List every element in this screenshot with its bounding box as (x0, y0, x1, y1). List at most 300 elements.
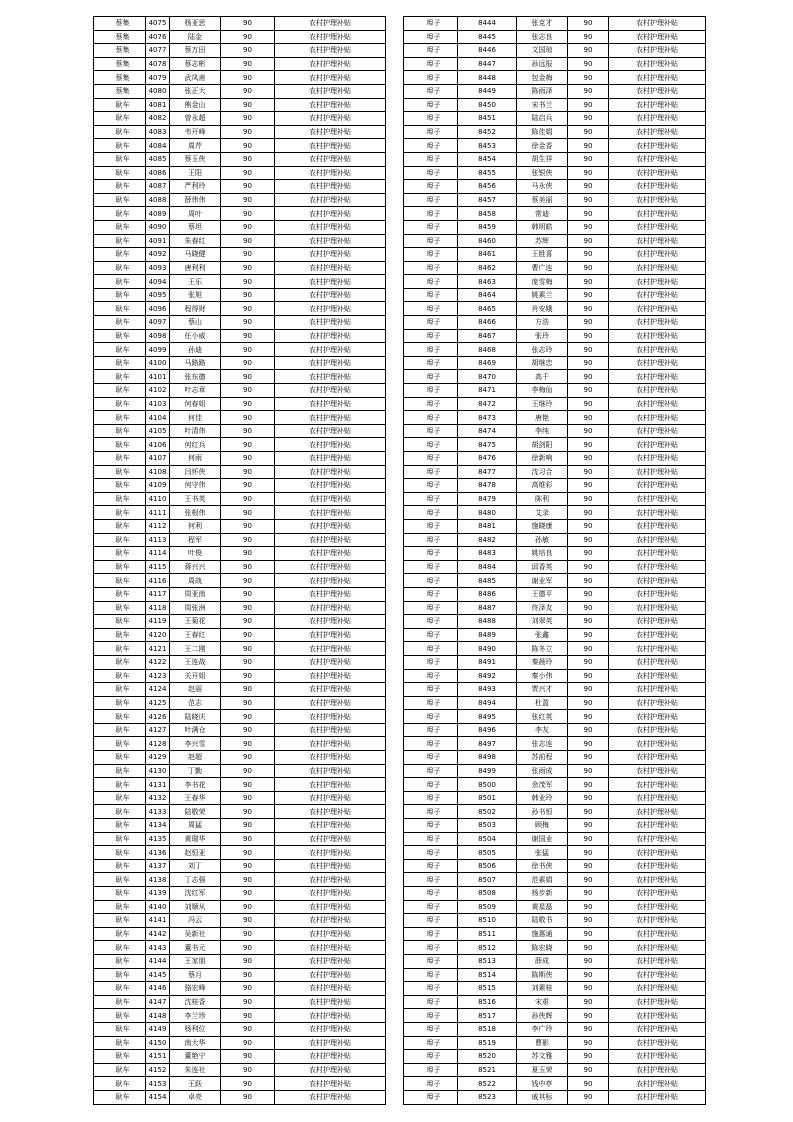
type-cell: 农村护理补贴 (609, 370, 706, 384)
amount-cell: 90 (221, 139, 275, 153)
type-cell: 农村护理补贴 (275, 982, 386, 996)
table-row (94, 519, 386, 533)
name-cell: 黄瑞华 (170, 832, 221, 846)
name-cell: 肖安娥 (517, 302, 568, 316)
table-row (94, 193, 386, 207)
id-cell: 4127 (146, 723, 170, 737)
town-cell: 耿车 (94, 900, 146, 914)
town-cell: 耿车 (94, 220, 146, 234)
table-row (404, 914, 706, 928)
name-cell: 王菊花 (170, 615, 221, 629)
id-cell: 8523 (458, 1090, 517, 1104)
amount-cell: 90 (221, 1036, 275, 1050)
town-cell: 耿车 (94, 234, 146, 248)
town-cell: 埠子 (404, 832, 458, 846)
name-cell: 朱连社 (170, 1063, 221, 1077)
table-row (404, 737, 706, 751)
table-row (94, 465, 386, 479)
name-cell: 薛成 (517, 954, 568, 968)
name-cell: 韩业玲 (517, 791, 568, 805)
town-cell: 蔡集 (94, 84, 146, 98)
table-row (94, 778, 386, 792)
amount-cell: 90 (568, 859, 609, 873)
type-cell: 农村护理补贴 (275, 995, 386, 1009)
table-row (94, 84, 386, 98)
table-row (94, 642, 386, 656)
id-cell: 4132 (146, 791, 170, 805)
type-cell: 农村护理补贴 (609, 1036, 706, 1050)
name-cell: 艾录 (517, 506, 568, 520)
id-cell: 4136 (146, 846, 170, 860)
town-cell: 耿车 (94, 479, 146, 493)
amount-cell: 90 (568, 723, 609, 737)
amount-cell: 90 (568, 329, 609, 343)
name-cell: 叶志章 (170, 384, 221, 398)
amount-cell: 90 (221, 723, 275, 737)
type-cell: 农村护理补贴 (275, 655, 386, 669)
amount-cell: 90 (568, 628, 609, 642)
town-cell: 耿车 (94, 98, 146, 112)
table-row (94, 492, 386, 506)
town-cell: 耿车 (94, 166, 146, 180)
amount-cell: 90 (221, 316, 275, 330)
amount-cell: 90 (221, 452, 275, 466)
type-cell: 农村护理补贴 (609, 574, 706, 588)
name-cell: 蔡坦 (170, 220, 221, 234)
name-cell: 苏前程 (517, 751, 568, 765)
name-cell: 邱香英 (517, 560, 568, 574)
town-cell: 埠子 (404, 1050, 458, 1064)
id-cell: 8485 (458, 574, 517, 588)
table-row (94, 166, 386, 180)
table-row (404, 44, 706, 58)
amount-cell: 90 (568, 44, 609, 58)
table-row (94, 302, 386, 316)
id-cell: 8463 (458, 275, 517, 289)
town-cell: 埠子 (404, 642, 458, 656)
name-cell: 张东德 (170, 370, 221, 384)
type-cell: 农村护理补贴 (275, 832, 386, 846)
type-cell: 农村护理补贴 (609, 71, 706, 85)
name-cell: 王德平 (517, 587, 568, 601)
town-cell: 埠子 (404, 316, 458, 330)
table-row (404, 302, 706, 316)
town-cell: 埠子 (404, 710, 458, 724)
town-cell: 埠子 (404, 125, 458, 139)
type-cell: 农村护理补贴 (609, 84, 706, 98)
amount-cell: 90 (568, 288, 609, 302)
amount-cell: 90 (568, 112, 609, 126)
name-cell: 庞雪梅 (517, 275, 568, 289)
table-row (94, 954, 386, 968)
id-cell: 8518 (458, 1022, 517, 1036)
name-cell: 陈佳娟 (517, 125, 568, 139)
name-cell: 张志玲 (517, 343, 568, 357)
amount-cell: 90 (568, 506, 609, 520)
id-cell: 4106 (146, 438, 170, 452)
id-cell: 8478 (458, 479, 517, 493)
amount-cell: 90 (568, 846, 609, 860)
id-cell: 8450 (458, 98, 517, 112)
id-cell: 4126 (146, 710, 170, 724)
table-row (94, 356, 386, 370)
table-row (94, 941, 386, 955)
name-cell: 吴新社 (170, 927, 221, 941)
name-cell: 陈利 (517, 492, 568, 506)
id-cell: 4081 (146, 98, 170, 112)
id-cell: 4139 (146, 887, 170, 901)
type-cell: 农村护理补贴 (275, 411, 386, 425)
type-cell: 农村护理补贴 (609, 601, 706, 615)
amount-cell: 90 (568, 954, 609, 968)
town-cell: 耿车 (94, 587, 146, 601)
type-cell: 农村护理补贴 (609, 424, 706, 438)
amount-cell: 90 (221, 737, 275, 751)
name-cell: 陈宏晓 (517, 941, 568, 955)
amount-cell: 90 (568, 424, 609, 438)
type-cell: 农村护理补贴 (275, 275, 386, 289)
type-cell: 农村护理补贴 (609, 683, 706, 697)
name-cell: 严利玲 (170, 180, 221, 194)
type-cell: 农村护理补贴 (609, 873, 706, 887)
table-row (94, 587, 386, 601)
town-cell: 耿车 (94, 397, 146, 411)
id-cell: 8468 (458, 343, 517, 357)
table-row (404, 873, 706, 887)
type-cell: 农村护理补贴 (275, 628, 386, 642)
id-cell: 4137 (146, 859, 170, 873)
id-cell: 4125 (146, 696, 170, 710)
town-cell: 耿车 (94, 370, 146, 384)
town-cell: 耿车 (94, 519, 146, 533)
name-cell: 王阳 (170, 166, 221, 180)
town-cell: 耿车 (94, 424, 146, 438)
name-cell: 包金梅 (517, 71, 568, 85)
table-row (94, 152, 386, 166)
id-cell: 8467 (458, 329, 517, 343)
id-cell: 8500 (458, 778, 517, 792)
town-cell: 埠子 (404, 207, 458, 221)
table-row (404, 968, 706, 982)
name-cell: 孙远报 (517, 57, 568, 71)
table-row (404, 207, 706, 221)
town-cell: 耿车 (94, 628, 146, 642)
name-cell: 王乐 (170, 275, 221, 289)
type-cell: 农村护理补贴 (275, 547, 386, 561)
amount-cell: 90 (568, 98, 609, 112)
town-cell: 耿车 (94, 152, 146, 166)
id-cell: 4117 (146, 587, 170, 601)
id-cell: 4129 (146, 751, 170, 765)
town-cell: 埠子 (404, 397, 458, 411)
type-cell: 农村护理补贴 (609, 519, 706, 533)
amount-cell: 90 (221, 819, 275, 833)
id-cell: 4088 (146, 193, 170, 207)
amount-cell: 90 (568, 302, 609, 316)
type-cell: 农村护理补贴 (275, 1050, 386, 1064)
table-row (94, 384, 386, 398)
id-cell: 4096 (146, 302, 170, 316)
type-cell: 农村护理补贴 (609, 112, 706, 126)
town-cell: 耿车 (94, 655, 146, 669)
type-cell: 农村护理补贴 (609, 710, 706, 724)
amount-cell: 90 (221, 859, 275, 873)
table-row (94, 615, 386, 629)
table-row (94, 1050, 386, 1064)
id-cell: 4080 (146, 84, 170, 98)
town-cell: 耿车 (94, 261, 146, 275)
table-row (404, 411, 706, 425)
type-cell: 农村护理补贴 (609, 737, 706, 751)
table-row (404, 370, 706, 384)
amount-cell: 90 (568, 1090, 609, 1104)
table-row (404, 84, 706, 98)
amount-cell: 90 (221, 560, 275, 574)
id-cell: 4086 (146, 166, 170, 180)
type-cell: 农村护理补贴 (275, 424, 386, 438)
town-cell: 埠子 (404, 452, 458, 466)
amount-cell: 90 (221, 261, 275, 275)
table-row (94, 846, 386, 860)
town-cell: 埠子 (404, 914, 458, 928)
town-cell: 埠子 (404, 1009, 458, 1023)
name-cell: 蔡山 (170, 316, 221, 330)
id-cell: 4094 (146, 275, 170, 289)
id-cell: 8464 (458, 288, 517, 302)
id-cell: 8459 (458, 220, 517, 234)
amount-cell: 90 (221, 125, 275, 139)
type-cell: 农村护理补贴 (609, 30, 706, 44)
id-cell: 8483 (458, 547, 517, 561)
name-cell: 姚素兰 (517, 288, 568, 302)
id-cell: 8454 (458, 152, 517, 166)
name-cell: 李友 (517, 723, 568, 737)
town-cell: 耿车 (94, 846, 146, 860)
town-cell: 耿车 (94, 642, 146, 656)
town-cell: 埠子 (404, 98, 458, 112)
town-cell: 埠子 (404, 683, 458, 697)
table-row (404, 859, 706, 873)
town-cell: 埠子 (404, 1063, 458, 1077)
amount-cell: 90 (568, 193, 609, 207)
amount-cell: 90 (221, 234, 275, 248)
type-cell: 农村护理补贴 (275, 968, 386, 982)
type-cell: 农村护理补贴 (275, 98, 386, 112)
table-row (94, 1009, 386, 1023)
name-cell: 贾兴才 (517, 683, 568, 697)
town-cell: 耿车 (94, 193, 146, 207)
table-row (404, 846, 706, 860)
id-cell: 4145 (146, 968, 170, 982)
id-cell: 8473 (458, 411, 517, 425)
name-cell: 谢国业 (517, 832, 568, 846)
name-cell: 叶清伟 (170, 424, 221, 438)
table-row (404, 642, 706, 656)
table-row (94, 805, 386, 819)
id-cell: 4097 (146, 316, 170, 330)
table-row (94, 533, 386, 547)
type-cell: 农村护理补贴 (275, 669, 386, 683)
amount-cell: 90 (568, 397, 609, 411)
amount-cell: 90 (221, 547, 275, 561)
table-row (404, 492, 706, 506)
table-row (94, 982, 386, 996)
table-row (94, 900, 386, 914)
table-row (94, 737, 386, 751)
town-cell: 埠子 (404, 384, 458, 398)
amount-cell: 90 (568, 873, 609, 887)
name-cell: 王跃 (170, 1077, 221, 1091)
name-cell: 赵超 (170, 751, 221, 765)
amount-cell: 90 (568, 1009, 609, 1023)
name-cell: 余茂军 (517, 778, 568, 792)
table-row (94, 397, 386, 411)
id-cell: 8503 (458, 819, 517, 833)
table-row (94, 1036, 386, 1050)
id-cell: 8509 (458, 900, 517, 914)
id-cell: 4118 (146, 601, 170, 615)
town-cell: 埠子 (404, 1090, 458, 1104)
town-cell: 埠子 (404, 220, 458, 234)
type-cell: 农村护理补贴 (275, 615, 386, 629)
id-cell: 4122 (146, 655, 170, 669)
town-cell: 耿车 (94, 968, 146, 982)
town-cell: 耿车 (94, 125, 146, 139)
table-row (94, 316, 386, 330)
id-cell: 8488 (458, 615, 517, 629)
amount-cell: 90 (568, 900, 609, 914)
amount-cell: 90 (568, 438, 609, 452)
type-cell: 农村护理补贴 (275, 941, 386, 955)
type-cell: 农村护理补贴 (275, 356, 386, 370)
type-cell: 农村护理补贴 (609, 57, 706, 71)
town-cell: 耿车 (94, 574, 146, 588)
name-cell: 陆晓庆 (170, 710, 221, 724)
type-cell: 农村护理补贴 (609, 207, 706, 221)
table-row (94, 411, 386, 425)
type-cell: 农村护理补贴 (275, 193, 386, 207)
table-row (94, 914, 386, 928)
town-cell: 埠子 (404, 84, 458, 98)
type-cell: 农村护理补贴 (275, 125, 386, 139)
name-cell: 沈红军 (170, 887, 221, 901)
table-row (94, 873, 386, 887)
name-cell: 苏辉 (517, 234, 568, 248)
type-cell: 农村护理补贴 (609, 166, 706, 180)
table-row (404, 805, 706, 819)
name-cell: 徐书侠 (517, 859, 568, 873)
name-cell: 叶满仓 (170, 723, 221, 737)
table-row (404, 1036, 706, 1050)
type-cell: 农村护理补贴 (275, 1009, 386, 1023)
type-cell: 农村护理补贴 (609, 587, 706, 601)
id-cell: 4120 (146, 628, 170, 642)
id-cell: 8465 (458, 302, 517, 316)
table-row (94, 1077, 386, 1091)
amount-cell: 90 (221, 479, 275, 493)
right-roster-body (404, 17, 706, 1105)
town-cell: 埠子 (404, 288, 458, 302)
table-row (94, 968, 386, 982)
table-row (404, 71, 706, 85)
town-cell: 耿车 (94, 723, 146, 737)
id-cell: 4107 (146, 452, 170, 466)
amount-cell: 90 (221, 683, 275, 697)
id-cell: 4101 (146, 370, 170, 384)
table-row (94, 547, 386, 561)
town-cell: 耿车 (94, 791, 146, 805)
table-row (404, 832, 706, 846)
amount-cell: 90 (221, 519, 275, 533)
id-cell: 4128 (146, 737, 170, 751)
table-row (94, 180, 386, 194)
table-row (404, 384, 706, 398)
type-cell: 农村护理补贴 (275, 914, 386, 928)
amount-cell: 90 (568, 791, 609, 805)
name-cell: 张红英 (517, 710, 568, 724)
type-cell: 农村护理补贴 (275, 180, 386, 194)
id-cell: 8462 (458, 261, 517, 275)
id-cell: 8496 (458, 723, 517, 737)
table-row (94, 710, 386, 724)
name-cell: 陆金 (170, 30, 221, 44)
id-cell: 8493 (458, 683, 517, 697)
type-cell: 农村护理补贴 (275, 723, 386, 737)
id-cell: 4130 (146, 764, 170, 778)
id-cell: 4092 (146, 248, 170, 262)
town-cell: 埠子 (404, 669, 458, 683)
type-cell: 农村护理补贴 (609, 887, 706, 901)
town-cell: 耿车 (94, 601, 146, 615)
table-row (404, 1063, 706, 1077)
amount-cell: 90 (568, 30, 609, 44)
table-row (94, 791, 386, 805)
type-cell: 农村护理补贴 (275, 900, 386, 914)
type-cell: 农村护理补贴 (275, 1063, 386, 1077)
id-cell: 8477 (458, 465, 517, 479)
id-cell: 4111 (146, 506, 170, 520)
town-cell: 埠子 (404, 112, 458, 126)
type-cell: 农村护理补贴 (275, 873, 386, 887)
table-row (404, 995, 706, 1009)
id-cell: 8480 (458, 506, 517, 520)
name-cell: 高千 (517, 370, 568, 384)
town-cell: 埠子 (404, 900, 458, 914)
id-cell: 8498 (458, 751, 517, 765)
amount-cell: 90 (568, 125, 609, 139)
type-cell: 农村护理补贴 (275, 819, 386, 833)
town-cell: 耿车 (94, 819, 146, 833)
amount-cell: 90 (221, 751, 275, 765)
id-cell: 8448 (458, 71, 517, 85)
amount-cell: 90 (568, 819, 609, 833)
table-row (404, 1077, 706, 1091)
amount-cell: 90 (568, 547, 609, 561)
amount-cell: 90 (568, 356, 609, 370)
id-cell: 8481 (458, 519, 517, 533)
type-cell: 农村护理补贴 (609, 384, 706, 398)
id-cell: 8490 (458, 642, 517, 656)
type-cell: 农村护理补贴 (609, 44, 706, 58)
town-cell: 蔡集 (94, 44, 146, 58)
id-cell: 8497 (458, 737, 517, 751)
table-row (404, 710, 706, 724)
type-cell: 农村护理补贴 (609, 914, 706, 928)
town-cell: 耿车 (94, 696, 146, 710)
town-cell: 埠子 (404, 846, 458, 860)
town-cell: 埠子 (404, 615, 458, 629)
town-cell: 埠子 (404, 927, 458, 941)
